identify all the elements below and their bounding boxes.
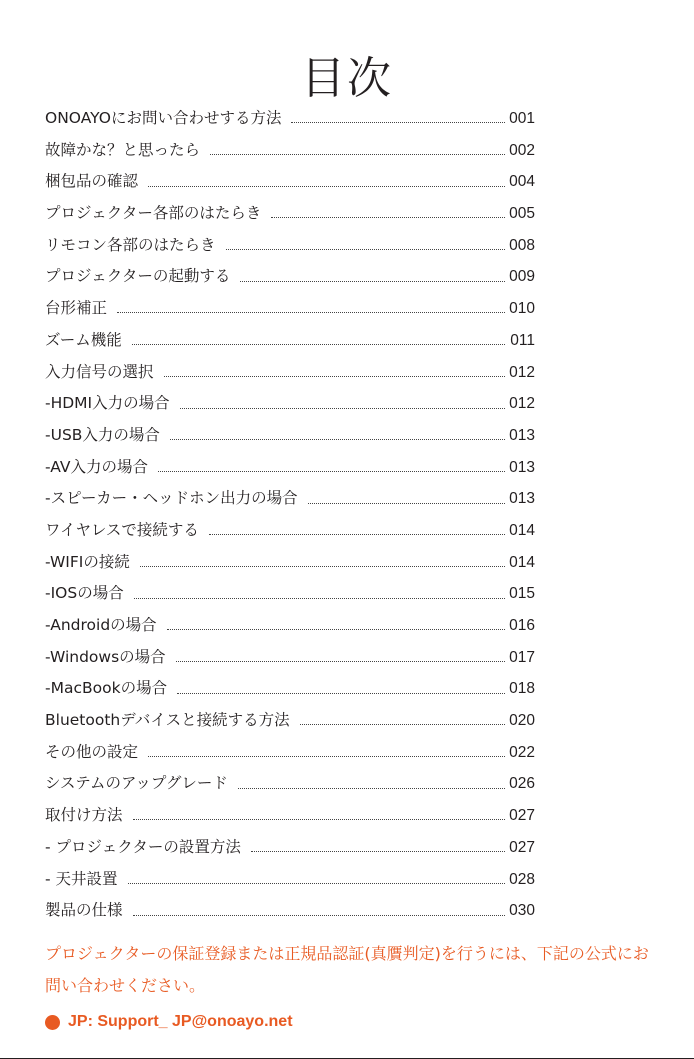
toc-dot-leader bbox=[240, 269, 505, 282]
toc-entry-label: リモコン各部のはたらき bbox=[45, 235, 216, 254]
toc-entry bbox=[45, 357, 535, 389]
toc-entry-page: 011 bbox=[510, 331, 535, 349]
toc-dot-leader bbox=[158, 459, 505, 472]
toc-entry-page: 009 bbox=[509, 268, 535, 286]
toc-entry bbox=[45, 832, 535, 864]
toc-entry-label: -USB入力の場合 bbox=[45, 425, 160, 444]
toc-entry-page: 014 bbox=[509, 521, 535, 539]
toc-entry bbox=[45, 325, 535, 357]
toc-entry-label: -Androidの場合 bbox=[45, 616, 157, 634]
toc-entry-page: 027 bbox=[509, 838, 535, 856]
toc-entry-page: 010 bbox=[509, 300, 535, 318]
toc-entry-label: ワイヤレスで接続する bbox=[45, 520, 199, 539]
toc-entry bbox=[45, 452, 535, 484]
toc-entry-label: 台形補正 bbox=[45, 299, 108, 318]
toc-entry-page: 028 bbox=[509, 870, 535, 888]
toc-entry bbox=[45, 705, 535, 737]
toc-entry-page: 001 bbox=[509, 110, 535, 127]
toc-dot-leader bbox=[170, 427, 505, 440]
toc-entry bbox=[45, 135, 535, 167]
toc-entry-page: 018 bbox=[509, 680, 535, 698]
toc-entry-label: -Windowsの場合 bbox=[45, 647, 166, 666]
toc-dot-leader bbox=[148, 174, 505, 187]
toc-entry-page: 004 bbox=[509, 173, 535, 191]
toc-entry bbox=[45, 483, 535, 515]
toc-entry-page: 013 bbox=[509, 458, 535, 476]
toc-dot-leader bbox=[167, 617, 505, 630]
table-of-contents bbox=[45, 103, 535, 927]
toc-entry bbox=[45, 673, 535, 705]
toc-entry bbox=[45, 547, 535, 579]
toc-dot-leader bbox=[133, 903, 505, 916]
toc-entry-label: 製品の仕様 bbox=[45, 901, 123, 920]
toc-entry-label: Bluetoothデバイスと接続する方法 bbox=[45, 711, 290, 730]
toc-dot-leader bbox=[271, 205, 505, 218]
toc-entry bbox=[45, 103, 535, 135]
toc-entry bbox=[45, 230, 535, 262]
toc-entry-page: 012 bbox=[509, 395, 535, 413]
toc-dot-leader bbox=[148, 744, 505, 757]
toc-dot-leader bbox=[117, 300, 505, 313]
toc-entry-label: -スピーカー・ヘッドホン出力の場合 bbox=[45, 489, 298, 508]
toc-dot-leader bbox=[128, 871, 505, 884]
toc-entry bbox=[45, 578, 535, 610]
toc-dot-leader bbox=[308, 491, 505, 504]
toc-entry bbox=[45, 198, 535, 230]
toc-dot-leader bbox=[177, 681, 505, 694]
toc-entry-page: 015 bbox=[509, 585, 535, 603]
toc-entry-label: プロジェクターの起動する bbox=[45, 267, 231, 286]
toc-entry-page: 016 bbox=[509, 617, 535, 634]
toc-entry-page: 020 bbox=[509, 712, 535, 730]
toc-dot-leader bbox=[132, 332, 505, 345]
toc-entry-label: -AV入力の場合 bbox=[45, 457, 148, 476]
toc-entry bbox=[45, 800, 535, 832]
toc-entry-page: 013 bbox=[509, 490, 535, 508]
toc-entry-page: 022 bbox=[509, 743, 535, 761]
toc-entry bbox=[45, 388, 535, 420]
toc-entry-label: - 天井設置 bbox=[45, 869, 118, 888]
toc-entry-label: 入力信号の選択 bbox=[45, 362, 154, 381]
toc-entry bbox=[45, 420, 535, 452]
toc-entry-label: - プロジェクターの設置方法 bbox=[45, 837, 241, 856]
toc-entry bbox=[45, 768, 535, 800]
toc-entry-label: システムのアップグレード bbox=[45, 774, 228, 793]
toc-entry-label: 故障かな？と思ったら bbox=[45, 140, 201, 159]
toc-entry-page: 026 bbox=[509, 775, 535, 793]
toc-dot-leader bbox=[164, 364, 505, 377]
toc-entry bbox=[45, 515, 535, 547]
toc-entry bbox=[45, 293, 535, 325]
contact-line bbox=[45, 1010, 293, 1034]
toc-dot-leader bbox=[209, 522, 505, 535]
toc-entry bbox=[45, 864, 535, 896]
toc-entry-label: 梱包品の確認 bbox=[45, 172, 139, 191]
toc-dot-leader bbox=[176, 649, 505, 662]
toc-entry-label: ONOAYOにお問い合わせする方法 bbox=[45, 109, 282, 127]
toc-dot-leader bbox=[291, 110, 505, 123]
toc-entry-page: 002 bbox=[509, 141, 535, 159]
toc-entry-page: 027 bbox=[509, 807, 535, 825]
toc-entry-label: その他の設定 bbox=[45, 742, 139, 761]
toc-entry bbox=[45, 166, 535, 198]
toc-entry-page: 013 bbox=[509, 426, 535, 444]
toc-dot-leader bbox=[210, 142, 505, 155]
toc-dot-leader bbox=[300, 712, 505, 725]
toc-entry-label: ズーム機能 bbox=[45, 330, 122, 349]
toc-entry-label: 取付け方法 bbox=[45, 806, 123, 825]
contact-email: JP: Support_ JP@onoayo.net bbox=[68, 1013, 293, 1030]
toc-entry bbox=[45, 642, 535, 674]
toc-entry-label: -WIFIの接続 bbox=[45, 552, 130, 571]
toc-entry-page: 008 bbox=[509, 236, 535, 254]
toc-entry bbox=[45, 261, 535, 293]
page-title: 目次 bbox=[301, 53, 393, 105]
toc-entry-label: -IOSの場合 bbox=[45, 584, 124, 603]
toc-dot-leader bbox=[134, 586, 505, 599]
toc-entry-label: -MacBookの場合 bbox=[45, 679, 168, 698]
toc-dot-leader bbox=[180, 396, 505, 409]
toc-entry-page: 017 bbox=[509, 648, 535, 666]
toc-entry bbox=[45, 895, 535, 927]
toc-entry-page: 012 bbox=[509, 363, 535, 381]
toc-dot-leader bbox=[251, 839, 505, 852]
bullet-dot-icon bbox=[45, 1015, 60, 1030]
toc-dot-leader bbox=[140, 554, 505, 567]
toc-dot-leader bbox=[226, 237, 505, 250]
toc-dot-leader bbox=[133, 807, 505, 820]
toc-entry-label: -HDMI入力の場合 bbox=[45, 394, 170, 413]
toc-entry-label: プロジェクター各部のはたらき bbox=[45, 204, 262, 223]
toc-entry-page: 014 bbox=[509, 553, 535, 571]
toc-entry-page: 005 bbox=[509, 205, 535, 223]
toc-entry-page: 030 bbox=[509, 902, 535, 920]
toc-entry bbox=[45, 610, 535, 642]
toc-dot-leader bbox=[238, 776, 505, 789]
warranty-notice: プロジェクターの保証登録または正規品認証(真贋判定)を行うには、下記の公式にお問い合わせください。 bbox=[45, 944, 649, 995]
toc-entry bbox=[45, 737, 535, 769]
